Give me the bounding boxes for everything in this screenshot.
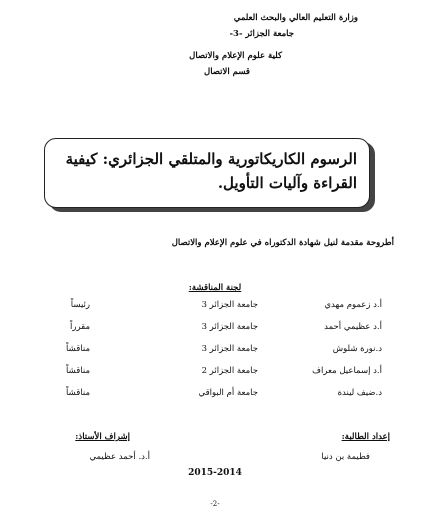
preparation-label: إعداد الطالبة:	[341, 432, 390, 442]
member-role: مناقشاً	[66, 366, 90, 376]
student-name: فطيمة بن دنيا	[321, 452, 370, 462]
member-name: أ.د عظيمي أحمد	[324, 322, 382, 332]
member-university: جامعة الجزائر 2	[201, 366, 258, 376]
member-name: د.نورة شلوش	[332, 344, 382, 354]
member-name: أ.د زعموم مهدي	[324, 300, 382, 310]
thesis-subtitle: أطروحة مقدمة لنيل شهادة الدكتوراه في علوم الإعلام والاتصال	[171, 238, 394, 248]
member-role: مقرراً	[69, 322, 90, 332]
member-university: جامعة أم البواقي	[198, 388, 258, 398]
ministry-name: وزارة التعليم العالي والبحث العلمي	[233, 13, 358, 23]
committee-member-row	[0, 344, 430, 366]
supervisor-name: أ.د. أحمد عظيمي	[89, 452, 150, 462]
supervision-label: إشراف الأستاذ:	[75, 432, 130, 442]
university-name: جامعة الجزائر -3-	[229, 29, 294, 39]
department-name: قسم الاتصال	[204, 67, 250, 77]
committee-member-row	[0, 388, 430, 410]
thesis-title: الرسوم الكاريكاتورية والمتلقي الجزائري: كيفية القراءة وآليات التأويل.	[65, 150, 357, 192]
committee-member-row	[0, 300, 430, 322]
member-university: جامعة الجزائر 3	[201, 344, 258, 354]
committee-member-row	[0, 366, 430, 388]
member-university: جامعة الجزائر 3	[201, 300, 258, 310]
member-name: أ.د إسماعيل معراف	[312, 366, 382, 376]
thesis-title-box	[44, 138, 370, 208]
member-name: د.ضيف ليندة	[337, 388, 382, 398]
committee-member-row	[0, 322, 430, 344]
committee-heading: لجنة المناقشة:	[188, 283, 242, 293]
institution-header	[0, 10, 430, 80]
member-role: مناقشاً	[66, 344, 90, 354]
member-role: رئيساً	[70, 300, 90, 310]
member-university: جامعة الجزائر 3	[201, 322, 258, 332]
faculty-name: كلية علوم الإعلام والاتصال	[189, 51, 282, 61]
member-role: مناقشاً	[66, 388, 90, 398]
academic-year: 2015-2014	[188, 468, 242, 478]
page-number: -2-	[210, 500, 220, 508]
committee-members	[0, 300, 430, 410]
